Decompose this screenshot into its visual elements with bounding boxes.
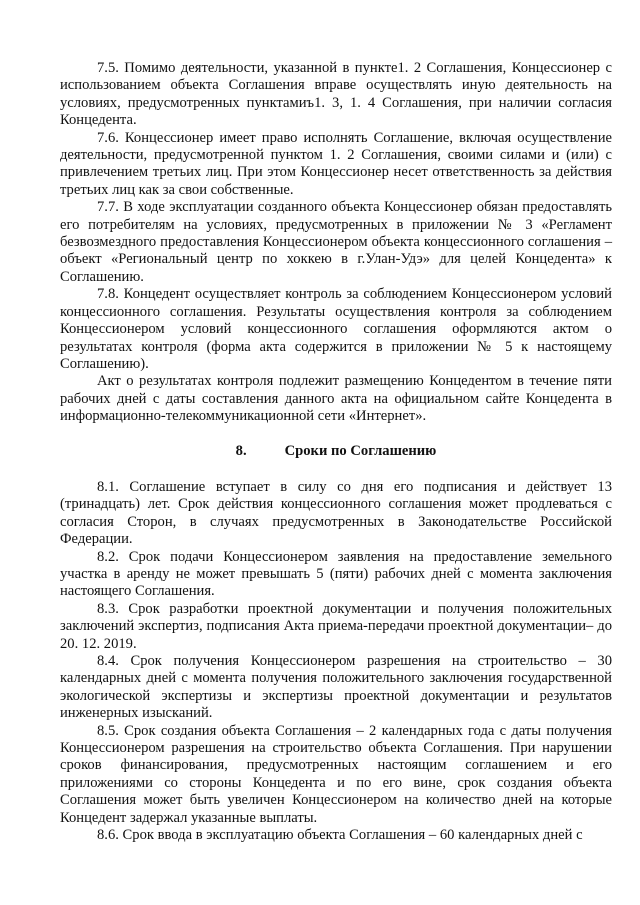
clause-8-4: 8.4. Срок получения Концессионером разрешения на строительство – 30 календарных дней с момента получения положительного заключения государственной экологической экспертизы и экспертизы проектной документации и результатов инженерных изысканий. (60, 653, 612, 722)
clause-7-6: 7.6. Концессионер имеет право исполнять Соглашение, включая осуществление деятельности, предусмотренной пунктом 1. 2 Соглашения, своими силами и (или) с привлечением третьих лиц. При этом Концессионер несет ответственность за действия третьих лиц как за свои собственные. (60, 129, 612, 198)
clause-8-1: 8.1. Соглашение вступает в силу со дня его подписания и действует 13 (тринадцать) лет. Срок действия концессионного соглашения может продлеваться с согласия Сторон, в случаях предусмотренных в Законодательстве Российской Федерации. (60, 478, 612, 548)
clause-7-5: 7.5. Помимо деятельности, указанной в пункте1. 2 Соглашения, Концессионер с использованием объекта Соглашения вправе осуществлять иную деятельность на условиях, предусмотренных пунктамиъ1. 3, 1. 4 Соглашения, при наличии согласия Концедента. (60, 60, 612, 129)
section-number: 8. (235, 442, 247, 459)
control-act-paragraph: Акт о результатах контроля подлежит размещению Концедентом в течение пяти рабочих дней с даты составления данного акта на официальном сайте Концедента в информационно-телекоммуникационной сети «Интернет». (60, 373, 612, 425)
clause-8-3: 8.3. Срок разработки проектной документации и получения положительных заключений экспертиз, подписания Акта приема-передачи проектной документации– до 20. 12. 2019. (60, 600, 612, 652)
clause-8-2: 8.2. Срок подачи Концессионером заявления на предоставление земельного участка в аренду не может превышать 5 (пяти) рабочих дней с момента заключения настоящего Соглашения. (60, 548, 612, 600)
section-title: Сроки по Соглашению (284, 442, 437, 459)
clause-7-7: 7.7. В ходе эксплуатации созданного объекта Концессионер обязан предоставлять его потребителям на условиях, предусмотренных в приложении № 3 «Регламент безвозмездного предоставления Концессионером объекта концессионного соглашения – объект «Региональный центр по хоккею в г.Улан-Удэ» для целей Концедента» к Соглашению. (60, 199, 612, 285)
clause-8-6: 8.6. Срок ввода в эксплуатацию объекта Соглашения – 60 календарных дней с (97, 827, 583, 844)
clause-7-8: 7.8. Концедент осуществляет контроль за соблюдением Концессионером условий концессионного соглашения. Результаты осуществления контроля за соблюдением Концессионером условий концессионного соглашения оформляются актом о результатах контроля (форма акта содержится в приложении № 5 к настоящему Соглашению). (60, 286, 612, 372)
section-heading (60, 443, 612, 460)
clause-8-5: 8.5. Срок создания объекта Соглашения – 2 календарных года с даты получения Концессионером разрешения на строительство объекта Соглашения. При нарушении сроков финансирования, предусмотренных настоящим соглашением и его приложениями со стороны Концедента и по его вине, срок создания объекта Соглашения может быть увеличен Концессионером на количество дней на которые Концедент задержал указанные выплаты. (60, 722, 612, 826)
document-body (60, 60, 612, 844)
